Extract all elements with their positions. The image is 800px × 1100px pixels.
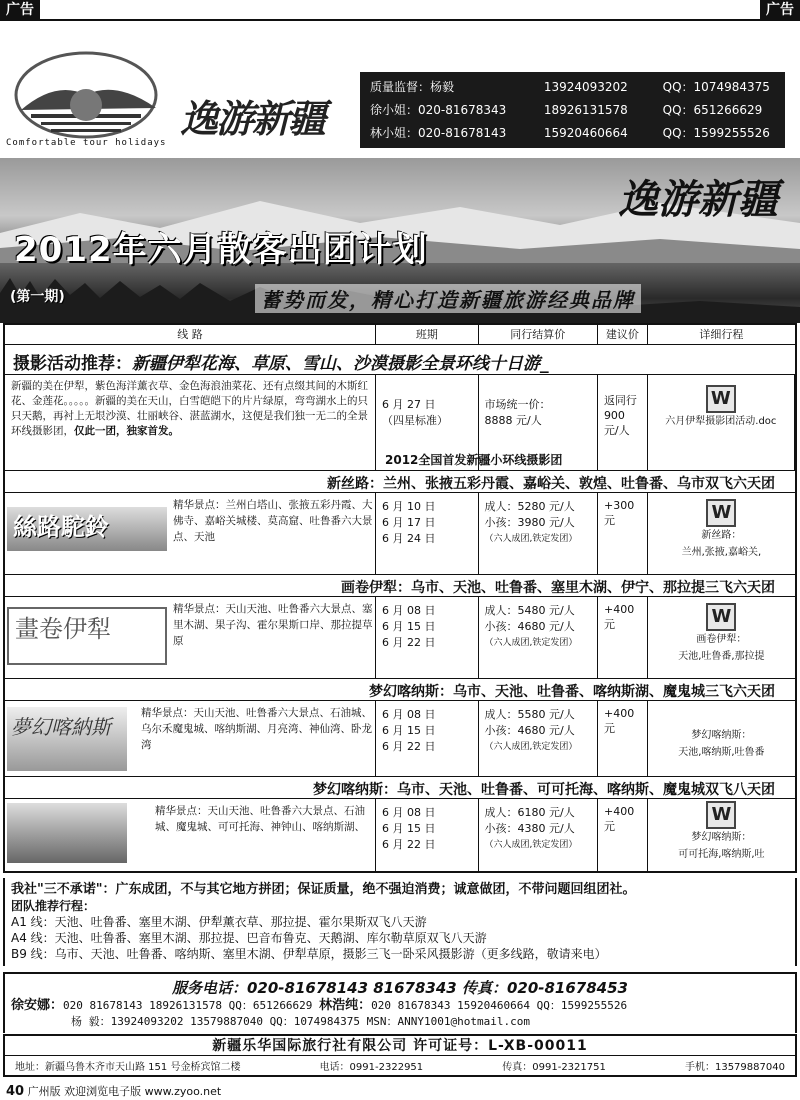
page-number: 40 (6, 1084, 25, 1099)
price-adult: 成人：6180 元/人 (484, 806, 575, 819)
ad-label-right: 广告 (760, 0, 800, 20)
recommended-line: B9 线：乌市、天池、吐鲁番、喀纳斯、塞里木湖、伊犁草原，摄影三飞一卧采风摄影游（更多线路，敬请来电） (11, 947, 607, 961)
price-value: 8888 元/人 (484, 414, 542, 427)
word-doc-icon[interactable]: W (706, 603, 736, 631)
featured-title (5, 345, 795, 375)
featured-suggest: 返同行 900 元/人 (598, 375, 648, 470)
doc-label-2[interactable]: 兰州,张掖,嘉峪关, (681, 547, 762, 558)
route-image: 絲路駝鈴 (7, 507, 167, 551)
company-fax: 传真：0991-2321751 (502, 1062, 606, 1073)
route-highlights: 精华景点：天山天池、吐鲁番六大景点、石油城、魔鬼城、可可托海、神钟山、喀纳斯湖、 (155, 805, 365, 833)
route-info (5, 493, 376, 574)
date: 6 月 08 日 (382, 806, 436, 819)
date: 6 月 08 日 (382, 604, 436, 617)
route-suggest: +300 元 (598, 493, 648, 574)
route-row (5, 597, 795, 679)
price-label: 市场统一价： (484, 398, 551, 411)
brand-logotype: 逸游新疆 (180, 96, 325, 141)
contact-row (370, 76, 775, 99)
route-highlights: 精华景点：天山天池、吐鲁番六大景点、塞里木湖、果子沟、霍尔果斯口岸、那拉提草原 (173, 603, 373, 647)
route-image: 夢幻喀納斯 (7, 707, 127, 771)
date: 6 月 17 日 (382, 516, 436, 529)
route-highlights: 精华景点：天山天池、吐鲁番六大景点、石油城、乌尔禾魔鬼城、喀纳斯湖、月亮湾、神仙湾、卧龙湾 (141, 707, 372, 751)
col-suggested: 建议价 (598, 325, 648, 344)
three-no-promise: 我社"三不承诺"：广东成团，不与其它地方拼团；保证质量，绝不强迫消费；诚意做团，不带问题回组团社。 (11, 882, 636, 897)
price-note: （六人成团,铁定发团） (484, 638, 578, 648)
price-child: 小孩：4680 元/人 (484, 724, 575, 737)
route-info (5, 597, 376, 678)
company-name: 新疆乐华国际旅行社有限公司 许可证号：L-XB-00011 (5, 1036, 795, 1056)
company-info (3, 1034, 797, 1077)
company-address: 地址：新疆乌鲁木齐市天山路 151 号金桥宾馆二楼 (15, 1062, 241, 1073)
contact-qq: QQ：651266629 (662, 103, 763, 117)
contact-phone: 13924093202 (543, 80, 628, 94)
contact-name: 徐安娜： (11, 998, 64, 1013)
banner-brand: 逸游新疆 (618, 176, 778, 223)
price-adult: 成人：5480 元/人 (484, 604, 575, 617)
service-contacts (3, 972, 797, 1033)
date: 6 月 15 日 (382, 822, 436, 835)
featured-desc (5, 375, 376, 470)
route-suggest: +400 元 (598, 701, 648, 776)
contact-phone: 18926131578 (543, 103, 628, 117)
route-row (5, 493, 795, 575)
date: 6 月 22 日 (382, 838, 436, 851)
banner-motto: 蓄势而发，精心打造新疆旅游经典品牌 (255, 284, 641, 313)
price-note: （六人成团,铁定发团） (484, 742, 578, 752)
date: 6 月 24 日 (382, 532, 436, 545)
route-highlights: 精华景点：兰州白塔山、张掖五彩丹霞、大佛寺、嘉峪关城楼、莫高窟、吐鲁番六大景点、天池 (173, 499, 373, 543)
featured-desc-text: 新疆的美在伊犁，紫色海洋薰衣草、金色海浪油菜花、还有点缀其间的木斯红花、金莲花。。。。。新疆的美在天山，白雪皑皑下的片片绿原，弯弯湖水上的只只天鹅，再衬上无垠沙漠、壮丽峡谷、湛蓝湖水，这便是我们独一无二的全景环线摄影团， (11, 380, 368, 437)
promise-section (3, 878, 797, 966)
price-note: （六人成团,铁定发团） (484, 534, 578, 544)
hero-banner (0, 158, 800, 323)
issue-tag: (第一期) (10, 289, 65, 305)
contact-name: 林小姐：020-81678143 (370, 126, 507, 140)
recommended-line: A4 线：天池、吐鲁番、塞里木湖、那拉提、巴音布鲁克、天鹅湖、库尔勒草原双飞八天游 (11, 931, 487, 945)
featured-doc[interactable] (648, 375, 795, 470)
recommended-line: A1 线：天池、吐鲁番、塞里木湖、伊犁薰衣草、那拉提、霍尔果斯双飞八天游 (11, 915, 427, 929)
route-prices (479, 493, 598, 574)
date: 6 月 22 日 (382, 636, 436, 649)
price-note: （六人成团,铁定发团） (484, 840, 578, 850)
contact-row (370, 99, 775, 122)
price-child: 小孩：4680 元/人 (484, 620, 575, 633)
doc-label[interactable]: 梦幻喀纳斯： (691, 730, 752, 741)
tour-table (3, 323, 797, 873)
contact-details: 020 81678343 15920460664 QQ：1599255526 (371, 999, 628, 1012)
contact-qq: QQ：1599255526 (662, 126, 770, 140)
featured-desc-emphasis: 仅此一团，独家首发。 (74, 425, 179, 437)
date: 6 月 10 日 (382, 500, 436, 513)
contact-details: 020 81678143 18926131578 QQ：651266629 (63, 999, 313, 1012)
contact-qq: QQ：1074984375 (662, 80, 770, 94)
date: 6 月 22 日 (382, 740, 436, 753)
doc-label[interactable]: 画卷伊犁： (696, 634, 747, 645)
route-dates (376, 799, 479, 871)
featured-label: 摄影活动推荐： (13, 354, 132, 374)
word-doc-icon[interactable]: W (706, 801, 736, 829)
route-suggest: +400 元 (598, 597, 648, 678)
word-doc-icon[interactable]: W (706, 499, 736, 527)
contact-row (370, 122, 775, 145)
col-route: 线 路 (5, 325, 376, 344)
route-title: 画卷伊犁：乌市、天池、吐鲁番、塞里木湖、伊宁、那拉提三飞六天团 (5, 575, 795, 597)
header (0, 28, 800, 158)
date-note: （四星标准） (382, 414, 449, 427)
company-address-row (5, 1056, 795, 1075)
company-tel: 电话：0991-2322951 (319, 1062, 424, 1073)
ad-label-left: 广告 (0, 0, 40, 20)
service-row: 杨 毅：13924093202 13579887040 QQ：1074984375 MSN：ANNY1001@hotmail.com (71, 1015, 530, 1028)
route-prices (479, 799, 598, 871)
route-prices (479, 701, 598, 776)
date: 6 月 15 日 (382, 724, 436, 737)
doc-label[interactable]: 梦幻喀纳斯： (691, 832, 752, 843)
featured-route: 新疆伊犁花海、草原、雪山、沙漠摄影全景环线十日游_ (132, 354, 549, 374)
website[interactable]: 欢迎浏览电子版 www.zyoo.net (64, 1085, 222, 1098)
date: 6 月 08 日 (382, 708, 436, 721)
route-dates (376, 597, 479, 678)
route-suggest: +400 元 (598, 799, 648, 871)
featured-row (5, 375, 795, 471)
contact-phone: 15920460664 (543, 126, 628, 140)
contact-name: 徐小姐：020-81678343 (370, 103, 507, 117)
banner-title: 2012年六月散客出团计划 (14, 230, 428, 270)
doc-label-2[interactable]: 天池,喀纳斯,吐鲁番 (678, 747, 765, 758)
page-footer (0, 1080, 800, 1100)
doc-label[interactable]: 新丝路： (701, 530, 742, 541)
route-info (5, 799, 376, 871)
price-adult: 成人：5580 元/人 (484, 708, 575, 721)
service-phone: 服务电话：020-81678143 81678343 传真：020-81678453 (171, 979, 628, 997)
route-dates (376, 493, 479, 574)
doc-label[interactable]: 六月伊犁摄影团活动.doc (665, 416, 777, 427)
col-peer-price: 同行结算价 (479, 325, 598, 344)
route-title: 梦幻喀纳斯：乌市、天池、吐鲁番、可可托海、喀纳斯、魔鬼城双飞八天团 (5, 777, 795, 799)
col-itinerary: 详细行程 (699, 328, 744, 341)
contact-name: 质量监督：杨毅 (370, 80, 455, 94)
word-doc-icon[interactable]: W (706, 385, 736, 413)
doc-label-2[interactable]: 天池,吐鲁番,那拉提 (678, 651, 765, 662)
route-title: 梦幻喀纳斯：乌市、天池、吐鲁番、喀纳斯湖、魔鬼城三飞六天团 (5, 679, 795, 701)
route-doc[interactable] (648, 493, 795, 574)
route-image (7, 803, 127, 863)
table-header (5, 325, 795, 345)
contact-name: 林浩纯： (319, 998, 372, 1013)
col-dates: 班期 (376, 325, 478, 344)
route-image: 畫卷伊犁 (7, 607, 167, 665)
route-row (5, 701, 795, 777)
route-doc[interactable] (648, 597, 795, 678)
logo-tagline: Comfortable tour holidays (6, 138, 167, 148)
contact-box (360, 72, 785, 148)
doc-label-2[interactable]: 可可托海,喀纳斯,吐 (678, 849, 765, 860)
route-dates (376, 701, 479, 776)
price-child: 小孩：3980 元/人 (484, 516, 575, 529)
company-mobile: 手机：13579887040 (684, 1062, 785, 1073)
route-title: 新丝路：兰州、张掖五彩丹霞、嘉峪关、敦煌、吐鲁番、乌市双飞六天团 (5, 471, 795, 493)
route-doc[interactable] (648, 799, 795, 871)
date: 6 月 27 日 (382, 398, 436, 411)
edition: 广州版 (27, 1085, 61, 1098)
route-doc[interactable] (648, 701, 795, 776)
route-info (5, 701, 376, 776)
route-prices (479, 597, 598, 678)
price-adult: 成人：5280 元/人 (484, 500, 575, 513)
price-child: 小孩：4380 元/人 (484, 822, 575, 835)
featured-note: 2012全国首发新疆小环线摄影团 (385, 453, 563, 467)
top-divider (0, 19, 800, 21)
service-row (11, 998, 789, 1014)
date: 6 月 15 日 (382, 620, 436, 633)
route-row (5, 799, 795, 871)
recommended-heading: 团队推荐行程： (11, 899, 96, 913)
